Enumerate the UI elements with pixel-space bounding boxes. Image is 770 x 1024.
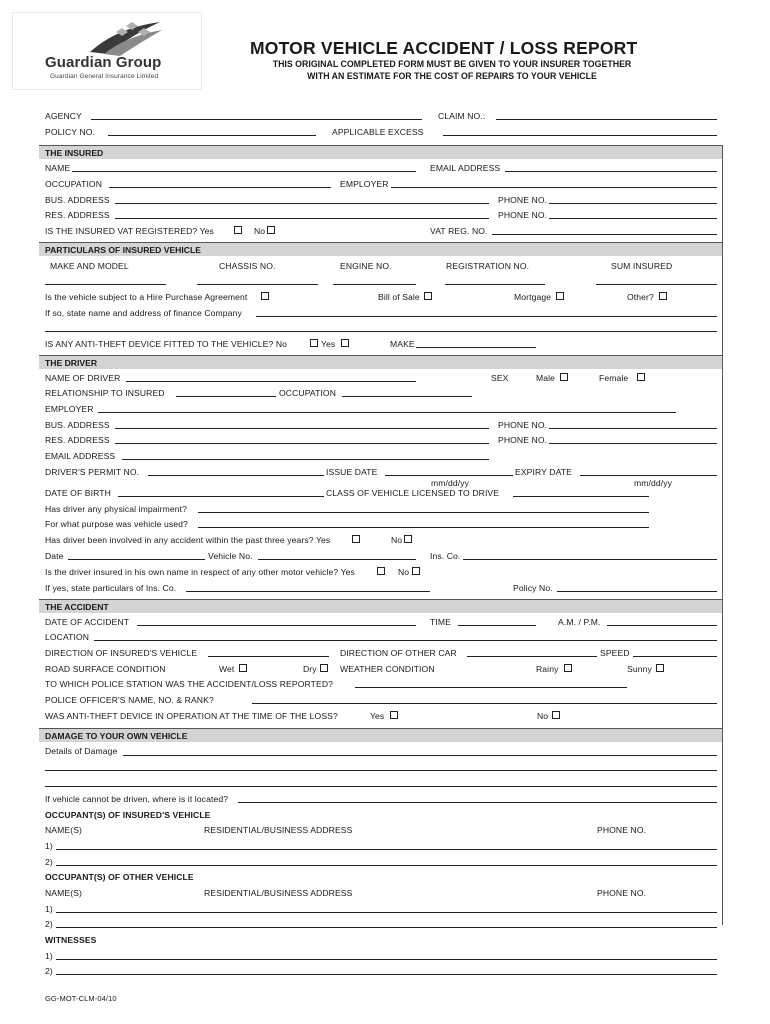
excess-field[interactable] bbox=[443, 135, 717, 136]
driver-res-phone-label: PHONE NO. bbox=[498, 435, 548, 445]
occupant-other-1-field[interactable] bbox=[56, 912, 717, 913]
driver-occupation-field[interactable] bbox=[342, 396, 472, 397]
insured-occupation-field[interactable] bbox=[109, 187, 331, 188]
witness-1-label: 1) bbox=[45, 951, 53, 961]
prior-ins-co-label: Ins. Co. bbox=[430, 551, 461, 561]
am-pm-label: A.M. / P.M. bbox=[558, 617, 601, 627]
speed-label: SPEED bbox=[600, 648, 630, 658]
occupant-insured-1-field[interactable] bbox=[56, 849, 717, 850]
insured-bus-address-field[interactable] bbox=[115, 203, 489, 204]
occupants-other-names-label: NAME(S) bbox=[45, 888, 82, 898]
wet-label: Wet bbox=[219, 664, 235, 674]
impairment-field[interactable] bbox=[198, 512, 649, 513]
vat-reg-field[interactable] bbox=[492, 234, 717, 235]
other-vehicle-question: Is the driver insured in his own name in respect of any other motor vehicle? Yes bbox=[45, 567, 355, 577]
rainy-label: Rainy bbox=[536, 664, 559, 674]
direction-insured-label: DIRECTION OF INSURED'S VEHICLE bbox=[45, 648, 198, 658]
purpose-label: For what purpose was vehicle used? bbox=[45, 519, 188, 529]
expiry-date-field[interactable] bbox=[580, 475, 717, 476]
other-ins-particulars-label: If yes, state particulars of Ins. Co. bbox=[45, 583, 177, 593]
speed-field[interactable] bbox=[633, 656, 717, 657]
vat-reg-label: VAT REG. NO. bbox=[430, 226, 488, 236]
dob-label: DATE OF BIRTH bbox=[45, 488, 111, 498]
witness-2-label: 2) bbox=[45, 966, 53, 976]
section-vehicle-header: PARTICULARS OF INSURED VEHICLE bbox=[39, 242, 722, 256]
driver-bus-address-label: BUS. ADDRESS bbox=[45, 420, 110, 430]
police-officer-label: POLICE OFFICER'S NAME, NO. & RANK? bbox=[45, 695, 214, 705]
sum-insured-field[interactable] bbox=[596, 284, 717, 285]
accident-time-field[interactable] bbox=[458, 625, 536, 626]
driver-res-address-label: RES. ADDRESS bbox=[45, 435, 110, 445]
driver-bus-address-field[interactable] bbox=[115, 428, 489, 429]
antitheft-fitted-yes-label: Yes bbox=[321, 339, 336, 349]
driver-bus-phone-label: PHONE NO. bbox=[498, 420, 548, 430]
licence-class-label: CLASS OF VEHICLE LICENSED TO DRIVE bbox=[326, 488, 500, 498]
insured-bus-address-label: BUS. ADDRESS bbox=[45, 195, 110, 205]
registration-label: REGISTRATION NO. bbox=[446, 261, 530, 271]
direction-other-label: DIRECTION OF OTHER CAR bbox=[340, 648, 457, 658]
insured-res-address-field[interactable] bbox=[115, 218, 489, 219]
mortgage-checkbox[interactable] bbox=[556, 292, 564, 300]
accident-location-field[interactable] bbox=[94, 640, 717, 641]
sunny-label: Sunny bbox=[627, 664, 652, 674]
antitheft-make-field[interactable] bbox=[416, 347, 536, 348]
driver-bus-phone-field[interactable] bbox=[549, 428, 717, 429]
finance-company-field-2[interactable] bbox=[45, 331, 717, 332]
other-policy-no-label: Policy No. bbox=[513, 583, 553, 593]
hire-purchase-checkbox[interactable] bbox=[261, 292, 269, 300]
vat-no-checkbox[interactable] bbox=[267, 226, 275, 234]
insured-name-field[interactable] bbox=[72, 171, 416, 172]
vat-yes-checkbox[interactable] bbox=[234, 226, 242, 234]
prior-date-label: Date bbox=[45, 551, 64, 561]
damage-details-field-2[interactable] bbox=[45, 770, 717, 771]
insured-res-address-label: RES. ADDRESS bbox=[45, 210, 110, 220]
engine-field[interactable] bbox=[333, 284, 416, 285]
insured-res-phone-field[interactable] bbox=[549, 218, 717, 219]
section-accident-header: THE ACCIDENT bbox=[39, 599, 722, 613]
insured-employer-field[interactable] bbox=[391, 187, 717, 188]
wet-checkbox[interactable] bbox=[239, 664, 247, 672]
antitheft-operation-no-label: No bbox=[537, 711, 549, 721]
male-label: Male bbox=[536, 373, 556, 383]
mortgage-label: Mortgage bbox=[514, 292, 552, 302]
antitheft-fitted-no-checkbox[interactable] bbox=[310, 339, 318, 347]
prior-accident-no-label: No bbox=[391, 535, 403, 545]
prior-vehicle-no-label: Vehicle No. bbox=[208, 551, 253, 561]
other-vehicle-no-checkbox[interactable] bbox=[412, 567, 420, 575]
driver-employer-field[interactable] bbox=[98, 412, 676, 413]
excess-label: APPLICABLE EXCESS bbox=[332, 127, 424, 137]
chassis-label: CHASSIS NO. bbox=[219, 261, 276, 271]
other-vehicle-no-label: No bbox=[398, 567, 410, 577]
dob-field[interactable] bbox=[118, 496, 324, 497]
witness-1-field[interactable] bbox=[56, 959, 717, 960]
section-driver-header: THE DRIVER bbox=[39, 355, 722, 369]
dry-label: Dry bbox=[303, 664, 317, 674]
driver-name-label: NAME OF DRIVER bbox=[45, 373, 121, 383]
road-surface-label: ROAD SURFACE CONDITION bbox=[45, 664, 166, 674]
issue-date-field[interactable] bbox=[385, 475, 513, 476]
accident-date-field[interactable] bbox=[137, 625, 416, 626]
other-checkbox[interactable] bbox=[659, 292, 667, 300]
subtitle-line-2: WITH AN ESTIMATE FOR THE COST OF REPAIRS TO YOUR VEHICLE bbox=[307, 71, 597, 81]
prior-ins-co-field[interactable] bbox=[463, 559, 717, 560]
vehicle-location-label: If vehicle cannot be driven, where is it located? bbox=[45, 794, 229, 804]
antitheft-operation-yes-label: Yes bbox=[370, 711, 385, 721]
hire-purchase-question: Is the vehicle subject to a Hire Purchase Agreement bbox=[45, 292, 248, 302]
expiry-date-format: mm/dd/yy bbox=[634, 478, 673, 488]
permit-field[interactable] bbox=[148, 475, 324, 476]
purpose-field[interactable] bbox=[198, 527, 649, 528]
rainy-checkbox[interactable] bbox=[564, 664, 572, 672]
make-model-label: MAKE AND MODEL bbox=[50, 261, 129, 271]
driver-email-field[interactable] bbox=[122, 459, 489, 460]
policy-no-label: POLICY NO. bbox=[45, 127, 96, 137]
occupants-other-address-label: RESIDENTIAL/BUSINESS ADDRESS bbox=[204, 888, 353, 898]
insured-email-label: EMAIL ADDRESS bbox=[430, 163, 501, 173]
bill-of-sale-checkbox[interactable] bbox=[424, 292, 432, 300]
impairment-label: Has driver any physical impairment? bbox=[45, 504, 188, 514]
prior-accident-question: Has driver been involved in any accident within the past three years? Yes bbox=[45, 535, 331, 545]
vat-no-label: No bbox=[254, 226, 266, 236]
prior-accident-no-checkbox[interactable] bbox=[404, 535, 412, 543]
occupant-insured-2-field[interactable] bbox=[56, 865, 717, 866]
insured-name-label: NAME bbox=[45, 163, 71, 173]
male-checkbox[interactable] bbox=[560, 373, 568, 381]
occupant-insured-1-label: 1) bbox=[45, 841, 53, 851]
driver-res-address-field[interactable] bbox=[115, 443, 489, 444]
form-right-rule bbox=[722, 145, 723, 925]
antitheft-fitted-question: IS ANY ANTI-THEFT DEVICE FITTED TO THE VEHICLE? No bbox=[45, 339, 288, 349]
driver-name-field[interactable] bbox=[126, 381, 416, 382]
subtitle-line-1: THIS ORIGINAL COMPLETED FORM MUST BE GIVEN TO YOUR INSURER TOGETHER bbox=[272, 59, 632, 69]
driver-employer-label: EMPLOYER bbox=[45, 404, 94, 414]
antitheft-operation-yes-checkbox[interactable] bbox=[390, 711, 398, 719]
antitheft-fitted-yes-checkbox[interactable] bbox=[341, 339, 349, 347]
insured-res-phone-label: PHONE NO. bbox=[498, 210, 548, 220]
insured-bus-phone-label: PHONE NO. bbox=[498, 195, 548, 205]
issue-date-format: mm/dd/yy bbox=[431, 478, 470, 488]
permit-label: DRIVER'S PERMIT NO. bbox=[45, 467, 140, 477]
page-title: MOTOR VEHICLE ACCIDENT / LOSS REPORT bbox=[250, 38, 638, 58]
antitheft-make-label: MAKE bbox=[390, 339, 415, 349]
occupants-insured-names-label: NAME(S) bbox=[45, 825, 82, 835]
finance-company-field[interactable] bbox=[256, 316, 717, 317]
policy-no-field[interactable] bbox=[108, 135, 316, 136]
female-checkbox[interactable] bbox=[637, 373, 645, 381]
bill-of-sale-label: Bill of Sale bbox=[378, 292, 420, 302]
sunny-checkbox[interactable] bbox=[656, 664, 664, 672]
claim-no-label: CLAIM NO.: bbox=[438, 111, 486, 121]
antitheft-operation-question: WAS ANTI-THEFT DEVICE IN OPERATION AT THE TIME OF THE LOSS? bbox=[45, 711, 338, 721]
sex-label: SEX bbox=[491, 373, 509, 383]
engine-label: ENGINE NO. bbox=[340, 261, 392, 271]
logo-name: Guardian Group bbox=[45, 54, 162, 71]
occupant-other-2-label: 2) bbox=[45, 919, 53, 929]
direction-other-field[interactable] bbox=[467, 656, 597, 657]
police-station-field[interactable] bbox=[355, 687, 627, 688]
driver-res-phone-field[interactable] bbox=[549, 443, 717, 444]
occupant-other-1-label: 1) bbox=[45, 904, 53, 914]
police-station-label: TO WHICH POLICE STATION WAS THE ACCIDENT/LOSS REPORTED? bbox=[45, 679, 334, 689]
expiry-date-label: EXPIRY DATE bbox=[515, 467, 572, 477]
insured-email-field[interactable] bbox=[505, 171, 717, 172]
licence-class-field[interactable] bbox=[513, 496, 649, 497]
insured-employer-label: EMPLOYER bbox=[340, 179, 389, 189]
other-ins-particulars-field[interactable] bbox=[186, 591, 430, 592]
occupants-insured-address-label: RESIDENTIAL/BUSINESS ADDRESS bbox=[204, 825, 353, 835]
vat-question: IS THE INSURED VAT REGISTERED? Yes bbox=[45, 226, 214, 236]
driver-email-label: EMAIL ADDRESS bbox=[45, 451, 116, 461]
agency-field[interactable] bbox=[91, 119, 422, 120]
prior-date-field[interactable] bbox=[68, 559, 205, 560]
chassis-field[interactable] bbox=[197, 284, 318, 285]
accident-date-label: DATE OF ACCIDENT bbox=[45, 617, 130, 627]
insured-bus-phone-field[interactable] bbox=[549, 203, 717, 204]
am-pm-field[interactable] bbox=[607, 625, 717, 626]
agency-label: AGENCY bbox=[45, 111, 82, 121]
antitheft-operation-no-checkbox[interactable] bbox=[552, 711, 560, 719]
claim-no-field[interactable] bbox=[496, 119, 717, 120]
direction-insured-field[interactable] bbox=[208, 656, 329, 657]
female-label: Female bbox=[599, 373, 629, 383]
other-policy-no-field[interactable] bbox=[557, 591, 717, 592]
other-label: Other? bbox=[627, 292, 654, 302]
insured-occupation-label: OCCUPATION bbox=[45, 179, 103, 189]
finance-company-label: If so, state name and address of finance Company bbox=[45, 308, 242, 318]
prior-accident-yes-checkbox[interactable] bbox=[352, 535, 360, 543]
occupants-other-heading: OCCUPANT(S) OF OTHER VEHICLE bbox=[45, 872, 194, 882]
damage-details-field-1[interactable] bbox=[123, 755, 717, 756]
accident-location-label: LOCATION bbox=[45, 632, 90, 642]
make-model-field[interactable] bbox=[45, 284, 166, 285]
weather-label: WEATHER CONDITION bbox=[340, 664, 435, 674]
occupants-insured-phone-label: PHONE NO. bbox=[597, 825, 647, 835]
relationship-field[interactable] bbox=[176, 396, 276, 397]
occupant-other-2-field[interactable] bbox=[56, 927, 717, 928]
police-officer-field[interactable] bbox=[252, 703, 717, 704]
damage-details-field-3[interactable] bbox=[45, 786, 717, 787]
prior-vehicle-no-field[interactable] bbox=[258, 559, 416, 560]
form-code: GG-MOT-CLM-04/10 bbox=[45, 994, 117, 1003]
sum-insured-label: SUM INSURED bbox=[611, 261, 673, 271]
driver-occupation-label: OCCUPATION bbox=[279, 388, 337, 398]
witnesses-heading: WITNESSES bbox=[45, 935, 97, 945]
relationship-label: RELATIONSHIP TO INSURED bbox=[45, 388, 165, 398]
issue-date-label: ISSUE DATE bbox=[326, 467, 378, 477]
occupant-insured-2-label: 2) bbox=[45, 857, 53, 867]
other-vehicle-yes-checkbox[interactable] bbox=[377, 567, 385, 575]
vehicle-location-field[interactable] bbox=[238, 802, 717, 803]
registration-field[interactable] bbox=[445, 284, 545, 285]
occupants-insured-heading: OCCUPANT(S) OF INSURED'S VEHICLE bbox=[45, 810, 211, 820]
section-damage-header: DAMAGE TO YOUR OWN VEHICLE bbox=[39, 728, 722, 742]
occupants-other-phone-label: PHONE NO. bbox=[597, 888, 647, 898]
logo-tagline: Guardian General Insurance Limited bbox=[50, 73, 159, 80]
damage-details-label: Details of Damage bbox=[45, 746, 118, 756]
logo-swoosh-icon bbox=[86, 18, 164, 56]
dry-checkbox[interactable] bbox=[320, 664, 328, 672]
accident-time-label: TIME bbox=[430, 617, 451, 627]
section-insured-header: THE INSURED bbox=[39, 145, 722, 159]
witness-2-field[interactable] bbox=[56, 974, 717, 975]
